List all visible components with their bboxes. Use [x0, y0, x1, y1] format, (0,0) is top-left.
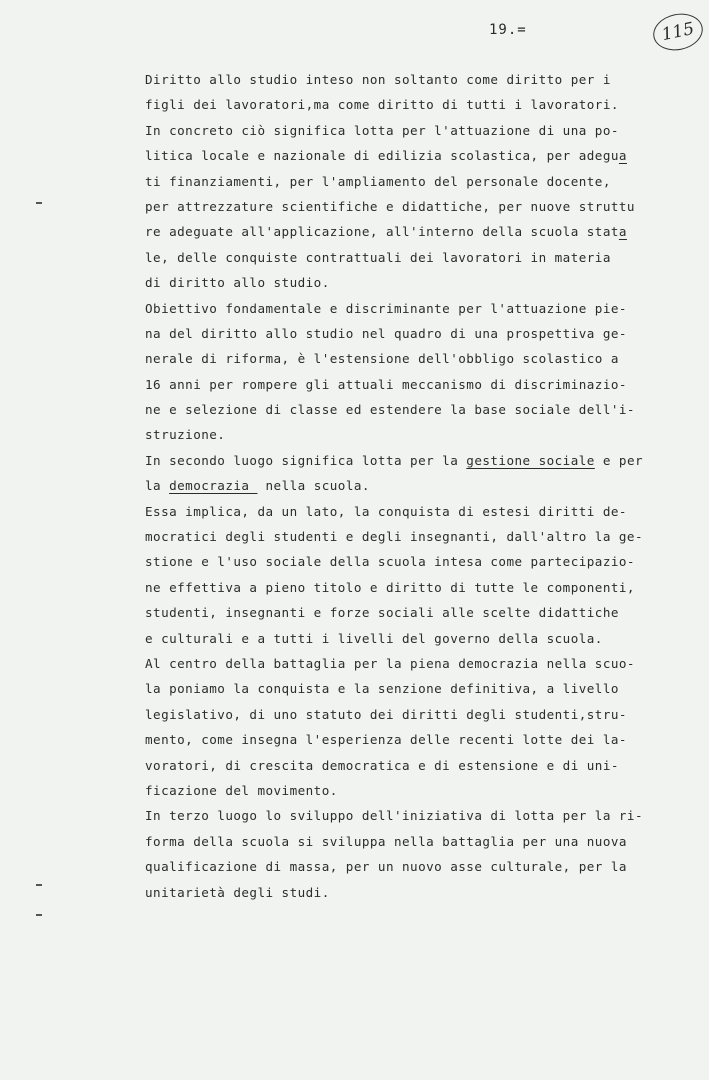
line-text: nella scuola. [257, 478, 370, 494]
text-line [145, 702, 675, 727]
line-text: struzione. [145, 427, 226, 443]
text-line [145, 524, 675, 549]
text-line [145, 92, 675, 117]
line-text: legislativo, di uno statuto dei diritti degli studenti,stru- [145, 706, 627, 722]
text-line [145, 499, 675, 524]
line-text: e culturali e a tutti i livelli del governo della scuola. [145, 630, 603, 646]
line-text: e per [594, 452, 644, 468]
text-line [145, 803, 675, 828]
text-line [145, 67, 675, 92]
line-text: di diritto allo studio. [145, 275, 330, 291]
text-line [145, 219, 675, 244]
line-text: nerale di riforma, è l'estensione dell'obbligo scolastico a [145, 351, 619, 367]
text-line [145, 346, 675, 371]
text-line [145, 727, 675, 752]
line-text: Diritto allo studio inteso non soltanto come diritto per i [145, 72, 611, 87]
line-text: re adeguate all'applicazione, all'interno della scuola stat [145, 224, 619, 240]
line-text: stione e l'uso sociale della scuola intesa come partecipazio- [145, 554, 635, 570]
text-line [145, 118, 675, 143]
line-text: na del diritto allo studio nel quadro di una prospettiva ge- [145, 325, 627, 341]
line-text: ti finanziamenti, per l'ampliamento del personale docente, [145, 173, 611, 189]
line-text: Obiettivo fondamentale e discriminante per l'attuazione pie- [145, 300, 627, 316]
margin-mark [36, 202, 42, 204]
text-line [145, 676, 675, 701]
text-line [145, 270, 675, 295]
underlined-text: a [618, 224, 627, 240]
underlined-text: a [618, 148, 627, 164]
text-line [145, 321, 675, 346]
line-text: le, delle conquiste contrattuali dei lavoratori in materia [145, 249, 611, 265]
underlined-text: democrazia [169, 478, 258, 494]
line-text: per attrezzature scientifiche e didattiche, per nuove struttu [145, 198, 635, 214]
margin-mark [36, 914, 42, 916]
text-line [145, 854, 675, 879]
text-line [145, 575, 675, 600]
line-text: unitarietà degli studi. [145, 884, 330, 900]
line-text: figli dei lavoratori,ma come diritto di tutti i lavoratori. [145, 97, 619, 113]
line-text: ficazione del movimento. [145, 782, 338, 798]
text-line [145, 600, 675, 625]
line-text: mento, come insegna l'esperienza delle recenti lotte dei la- [145, 732, 627, 748]
text-line [145, 829, 675, 854]
text-line [145, 194, 675, 219]
text-line [145, 448, 675, 473]
text-line [145, 169, 675, 194]
line-text: voratori, di crescita democratica e di estensione e di uni- [145, 757, 619, 773]
underlined-text: gestione sociale [466, 452, 595, 468]
text-line [145, 753, 675, 778]
line-text: Al centro della battaglia per la piena democrazia nella scuo- [145, 655, 635, 671]
margin-mark [36, 884, 42, 886]
text-line [145, 422, 675, 447]
line-text: 16 anni per rompere gli attuali meccanismo di discriminazio- [145, 376, 627, 392]
line-text: In concreto ciò significa lotta per l'attuazione di una po- [145, 122, 619, 138]
text-line [145, 372, 675, 397]
text-line [145, 245, 675, 270]
text-line [145, 651, 675, 676]
line-text: In terzo luogo lo sviluppo dell'iniziativa di lotta per la ri- [145, 808, 643, 824]
line-text: ne e selezione di classe ed estendere la base sociale dell'i- [145, 402, 635, 418]
line-text: In secondo luogo significa lotta per la [145, 452, 467, 468]
text-line [145, 473, 675, 498]
text-line [145, 880, 675, 905]
line-text: Essa implica, da un lato, la conquista di estesi diritti de- [145, 503, 627, 519]
handwritten-folio-stamp: 115 [650, 9, 706, 55]
text-line [145, 296, 675, 321]
text-line [145, 549, 675, 574]
text-line [145, 397, 675, 422]
line-text: la [145, 478, 170, 494]
line-text: forma della scuola si sviluppa nella battaglia per una nuova [145, 833, 627, 849]
text-line [145, 778, 675, 803]
text-line [145, 626, 675, 651]
line-text: la poniamo la conquista e la senzione definitiva, a livello [145, 681, 619, 697]
text-line [145, 143, 675, 168]
line-text: qualificazione di massa, per un nuovo asse culturale, per la [145, 859, 627, 875]
typewritten-body [145, 67, 675, 905]
line-text: ne effettiva a pieno titolo e diritto di tutte le componenti, [145, 579, 635, 595]
line-text: mocratici degli studenti e degli insegnanti, dall'altro la ge- [145, 529, 643, 545]
line-text: studenti, insegnanti e forze sociali alle scelte didattiche [145, 605, 619, 621]
page-number: 19.= [489, 22, 527, 38]
line-text: litica locale e nazionale di edilizia scolastica, per adegu [145, 148, 619, 164]
